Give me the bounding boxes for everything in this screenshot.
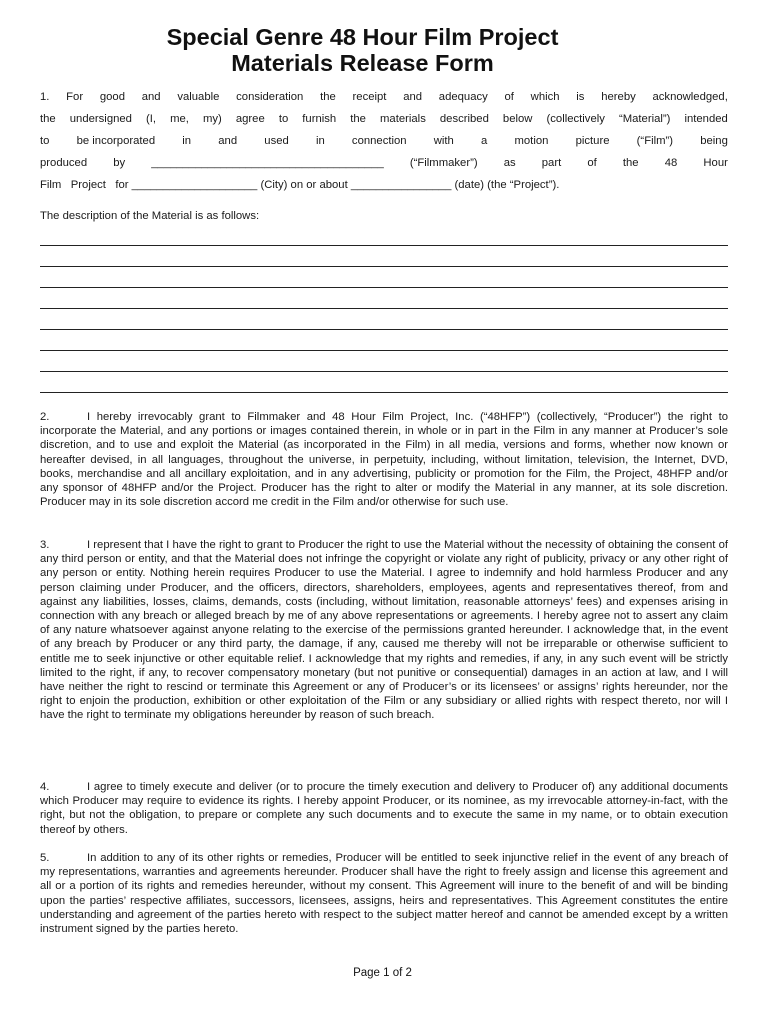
para1-word: being [700,135,728,147]
para3-text: I represent that I have the right to grant to Producer the right to use the Material without the necessity of obtaining the consent of any third person or entity, and that the Material does not infringe the copyright or violate any right of publicity, privacy or any other right of any person or entity. Nothing herein requires Producer to use the Material. I agree to indemnify and hold harmless Producer and any person claiming under Producer, and the officers, directors, shareholders, employees, agents and representatives thereof, from and against any liabilities, losses, claims, demands, costs (including, without limitation, reasonable attorneys’ fees) and expenses arising in connection with any breach or alleged breach by me of any above representations or agreements. I hereby agree not to assert any claim of any nature whatsoever against anyone relating to the exercise of the permissions granted hereunder. I acknowledge that, in the event of any breach by Producer or any third party, the damage, if any, caused me thereby will not be irreparable or otherwise sufficient to entitle me to seek injunctive or other equitable relief. I acknowledge that my rights and remedies, if any, in any such event will be strictly limited to the right, if any, to recover compensatory monetary (but not punitive or consequential) damages in an action at law, and I will have neither the right to rescind or terminate this Agreement or any of Producer’s or its licensees’ or assigns’ rights hereunder, nor the right to enjoin the production, exhibition or other exploitation of the Film or any subsidiary or allied rights with respect thereto, nor will I have the right to terminate my obligations hereunder by reason of such breach. [40,539,728,722]
page-number: Page 1 of 2 [353,967,412,979]
para1-word: _____________________________________ [151,157,384,169]
para1-word: in [182,135,192,147]
para1-word: and [403,91,423,103]
para1-word: by [113,157,126,169]
para1-word: materials [380,113,426,125]
paragraph-3 [40,538,728,723]
para1-word: to [40,135,50,147]
para1-word: with [433,135,454,147]
description-blank-line[interactable] [40,330,728,351]
para2-number: 2. [40,411,50,423]
para1-word: motion [514,135,549,147]
para1-word: below [502,113,533,125]
para1-row-5: Film Project for ____________________ (City) on or about ________________ (date) (the “Project”). [40,179,560,191]
para1-word: and [141,91,161,103]
para1-word: the [350,113,366,125]
para1-word: (“Filmmaker”) [409,157,478,169]
para1-row-4 [40,152,728,174]
para1-word: as [503,157,516,169]
para1-word: “Material”) [618,113,671,125]
description-blank-line[interactable] [40,351,728,372]
description-blank-line[interactable] [40,246,728,267]
para1-word: (I, [146,113,157,125]
para1-word: acknowledged, [652,91,728,103]
para1-word: intended [684,113,728,125]
para3-number: 3. [40,539,50,551]
para4-text: I agree to timely execute and deliver (or to procure the timely execution and delivery to Producer of) any additional documents which Producer may require to evidence its rights. I hereby appoint Producer, or its nominee, as my irrevocable attorney-in-fact, with the right, but not the obligation, to prepare or complete any such documents and to execute the same in my name, or to obtain execution thereof by others. [40,781,728,836]
description-label: The description of the Material is as follows: [40,210,260,222]
title-line-1: Special Genre 48 Hour Film Project [166,24,559,50]
para1-word: the [40,113,56,125]
para1-word: (collectively [546,113,605,125]
para1-word: receipt [352,91,387,103]
para1-row-1 [40,86,728,108]
para1-word: my) [202,113,222,125]
paragraph-1 [40,86,728,196]
para1-word: is [576,91,585,103]
para1-word: described [439,113,489,125]
para1-word: the [320,91,336,103]
para1-word: produced [40,157,88,169]
para1-word: valuable [177,91,220,103]
para1-word: and [218,135,238,147]
para1-word: agree [235,113,265,125]
para1-word: hereby [601,91,636,103]
para1-word: the [622,157,639,169]
para1-word: (“Film”) [636,135,674,147]
para4-number: 4. [40,781,50,793]
para1-word: adequacy [438,91,488,103]
para1-word: 1. [40,91,50,103]
paragraph-2 [40,410,728,509]
description-blank-line[interactable] [40,309,728,330]
paragraph-4 [40,780,728,837]
title-line-2: Materials Release Form [231,50,494,76]
para5-text: In addition to any of its other rights or remedies, Producer will be entitled to seek injunctive relief in the event of any breach of my representations, warranties and agreements hereunder. Producer shall have the right to freely assign and license this agreement and all or a portion of its rights and remedies hereunder, without my consent. This Agreement will inure to the benefit of and will be binding upon the parties’ respective affiliates, successors, licensees, assigns, heirs and representatives. This Agreement constitutes the entire understanding and agreement of the parties hereto with respect to the subject matter hereof and cannot be amended except by a written instrument signed by the parties hereto. [40,852,728,936]
para1-word: good [99,91,125,103]
description-blank-line[interactable] [40,288,728,309]
para1-word: connection [351,135,407,147]
description-blank-line[interactable] [40,267,728,288]
para1-word: furnish [302,113,337,125]
para1-word: consideration [236,91,304,103]
para1-word: 48 [664,157,678,169]
page-title [0,24,725,76]
para1-word: of [504,91,514,103]
para5-number: 5. [40,852,50,864]
para1-word: part [541,157,562,169]
description-blank-line[interactable] [40,225,728,246]
para1-row-2 [40,108,728,130]
para1-word: picture [575,135,610,147]
para1-word: undersigned [69,113,132,125]
para1-word: For [66,91,84,103]
paragraph-5 [40,851,728,936]
description-blank-line[interactable] [40,372,728,393]
para1-word: which [530,91,560,103]
para1-word: Hour [703,157,728,169]
para1-word: to [278,113,289,125]
para1-word: in [315,135,325,147]
para1-word: me, [170,113,189,125]
para1-row-3 [40,130,728,152]
para1-word: a [481,135,488,147]
para1-word: be incorporated [76,135,156,147]
para2-text: I hereby irrevocably grant to Filmmaker and 48 Hour Film Project, Inc. (“48HFP”) (collectively, “Producer”) the right to incorporate the Material, and any portions or images contained therein, in whole or in part in the Film in any manner at Producer’s sole discretion, and to use and exploit the Material (as incorporated in the Film) in all media, versions and forms, whether now known or hereafter devised, in all languages, throughout the universe, in perpetuity, including, without limitation, television, the Internet, DVD, books, merchandise and all ancillary exploitation, and in any advertising, publicity or promotion for the Film, the Project, 48HFP and/or any sponsor of 48HFP and/or the Project. Producer has the right to alter or modify the Material in any manner, at its sole discretion. Producer may in its sole discretion accord me credit in the Film and/or otherwise for such use. [40,411,728,509]
para1-word: used [264,135,289,147]
para1-word: of [587,157,597,169]
description-lines [40,225,728,393]
